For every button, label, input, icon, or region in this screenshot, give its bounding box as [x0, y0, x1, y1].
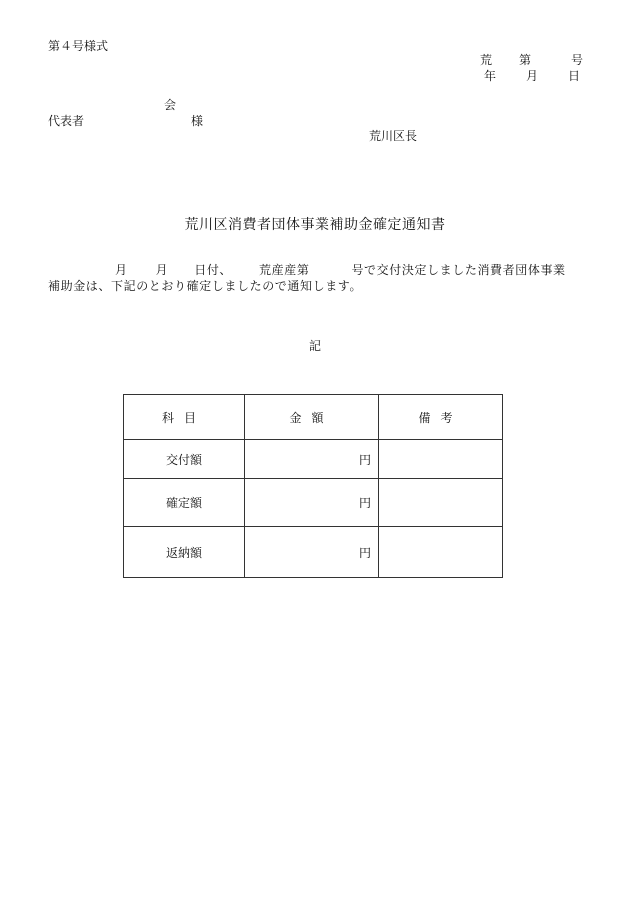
row-note: [379, 527, 503, 578]
date-year: 年: [483, 69, 496, 83]
row-subject: 返納額: [124, 527, 245, 578]
representative-label: 代表者: [48, 114, 85, 128]
body-line2: 補助金は、下記のとおり確定しましたので通知します。: [48, 279, 363, 293]
table-row: [124, 527, 503, 578]
doc-number-prefix: 荒: [479, 53, 492, 67]
row-amount: 円: [245, 479, 379, 527]
ki-mark: 記: [308, 339, 321, 353]
date-month: 月: [525, 69, 538, 83]
recipient-representative: [48, 114, 203, 128]
recipient-org-suffix: 会: [164, 98, 177, 112]
row-subject: 交付額: [124, 440, 245, 479]
doc-number-dai: 第: [518, 53, 531, 67]
header-amount: 金額: [245, 395, 379, 440]
document-number: [480, 53, 583, 67]
form-number: 第４号様式: [48, 39, 109, 53]
row-subject: 確定額: [124, 479, 245, 527]
header-note: 備考: [379, 395, 503, 440]
recipient-honorific: 様: [191, 114, 204, 128]
row-amount: 円: [245, 527, 379, 578]
table-header-row: [124, 395, 503, 440]
row-amount: 円: [245, 440, 379, 479]
sender-name: 荒川区長: [369, 129, 418, 143]
body-month-1: 月: [115, 263, 128, 277]
body-month-2: 月: [155, 263, 169, 277]
body-day-ref: 日付、: [194, 263, 233, 277]
doc-number-go: 号: [570, 53, 583, 67]
table-row: [124, 479, 503, 527]
amount-table: [123, 394, 503, 578]
table-row: [124, 440, 503, 479]
row-note: [379, 479, 503, 527]
document-title: 荒川区消費者団体事業補助金確定通知書: [184, 217, 446, 233]
date-day: 日: [567, 69, 580, 83]
body-ref-prefix: 荒産産第: [259, 263, 310, 277]
document-date: [484, 69, 580, 83]
notice-body: [48, 262, 588, 294]
body-line1-rest: 号で交付決定しました消費者団体事業: [351, 263, 566, 277]
header-subject: 科目: [124, 395, 245, 440]
row-note: [379, 440, 503, 479]
